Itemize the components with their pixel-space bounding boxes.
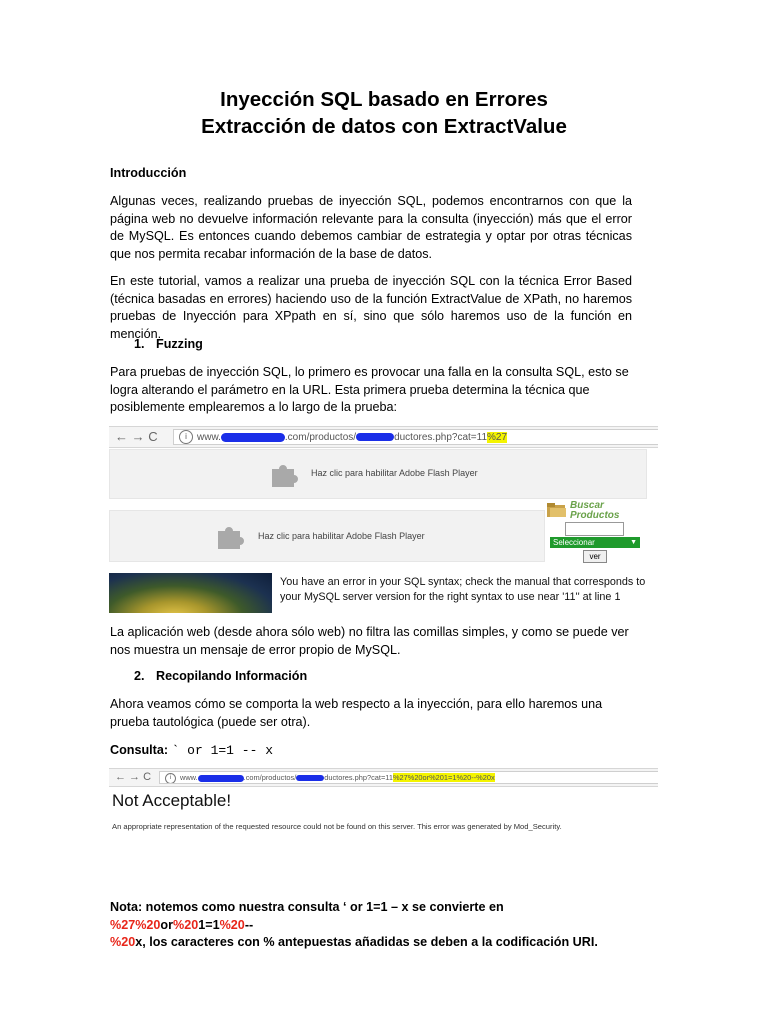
consulta-line: Consulta: ` or 1=1 -- x [110,743,273,758]
info-icon: i [165,773,176,784]
intro-heading: Introducción [110,166,187,180]
not-acceptable-message: An appropriate representation of the requested resource could not be found on this server. This error was generated by Mod_Security. [112,822,562,831]
buscar-productos-widget [546,499,656,565]
section-2-number: 2. [134,669,145,683]
url-field-2: i www. .com/productos/ ductores.php?cat=11%27%20or%201=1%20--%20x [159,771,658,784]
redacted-domain [198,775,244,782]
nota-paragraph: Nota: notemos como nuestra consulta ‘ or 1=1 – x se convierte en %27%20or%201=1%20-- %20x, los caracteres con % antepuestas añadidas se deben a la codificación URI. [110,900,598,950]
browser-nav-icons: ← → C [115,771,152,783]
after-screenshot-paragraph: La aplicación web (desde ahora sólo web) no filtra las comillas simples, y como se puede ver nos muestra un mensaje de error propio de MySQL. [110,625,629,657]
browser-nav-icons: ← → C [115,429,158,444]
puzzle-icon [216,523,246,549]
category-select[interactable]: Seleccionar ▼ [550,537,640,548]
dropdown-arrow-icon: ▼ [630,539,637,546]
url-highlight: %27%20or%201=1%20--%20x [392,773,495,782]
redacted-path [356,433,394,441]
fuzzing-paragraph: Para pruebas de inyección SQL, lo primero es provocar una falla en la consulta SQL, esto se logra alterando el parámetro en la URL. Esta primera prueba determina la técnica que posiblemente emplearemos a lo largo de la prueba: [110,365,629,415]
browser-address-bar-1 [109,426,658,448]
section-1-number: 1. [134,337,145,351]
flash-label-2: Haz clic para habilitar Adobe Flash Player [258,531,425,541]
intro-paragraph-2: En este tutorial, vamos a realizar una prueba de inyección SQL con la técnica Error Based (técnica basadas en errores) haciendo uso de la función ExtractValue de XPath, no haremos pruebas de Inyección para XPpath en sí, sino que sólo haremos uso de la función en mención. [110,274,632,341]
flash-label-1: Haz clic para habilitar Adobe Flash Player [311,468,478,478]
flash-placeholder-2[interactable] [109,510,545,562]
redacted-path [296,775,324,781]
search-input[interactable] [565,522,624,536]
title-line-1: Inyección SQL basado en Errores [220,88,548,111]
folder-icon [546,501,568,519]
recopilando-paragraph: Ahora veamos cómo se comporta la web respecto a la inyección, para ello haremos una prueba tautológica (puede ser otra). [110,697,603,729]
not-acceptable-title: Not Acceptable! [112,791,232,810]
section-1-title: Fuzzing [156,337,203,351]
buscar-title: Buscar Productos [570,500,620,521]
url-field-1: i www. .com/productos/ ductores.php?cat=11%27 [173,429,658,445]
section-2-title: Recopilando Información [156,669,308,683]
info-icon: i [179,430,193,444]
browser-address-bar-2 [109,768,658,787]
title-line-2: Extracción de datos con ExtractValue [201,115,567,138]
consulta-code: ` or 1=1 -- x [171,743,273,758]
puzzle-icon [270,461,300,487]
site-header-image [109,573,272,613]
ver-button[interactable]: ver [583,550,607,563]
sql-error-message: You have an error in your SQL syntax; check the manual that corresponds to your MySQL server version for the right syntax to use near '11'' at line 1 [280,576,646,603]
intro-paragraph-1: Algunas veces, realizando pruebas de inyección SQL, podemos encontrarnos con que la página web no devuelve información relevante para la consulta (inyección) más que el error de MySQL. Es entonces cuando debemos cambiar de estrategia y optar por otras técnicas que nos permita recabar información de la base de datos. [110,194,632,261]
redacted-domain [221,433,285,442]
url-highlight: %27 [487,432,508,443]
flash-placeholder-1[interactable] [109,449,647,499]
